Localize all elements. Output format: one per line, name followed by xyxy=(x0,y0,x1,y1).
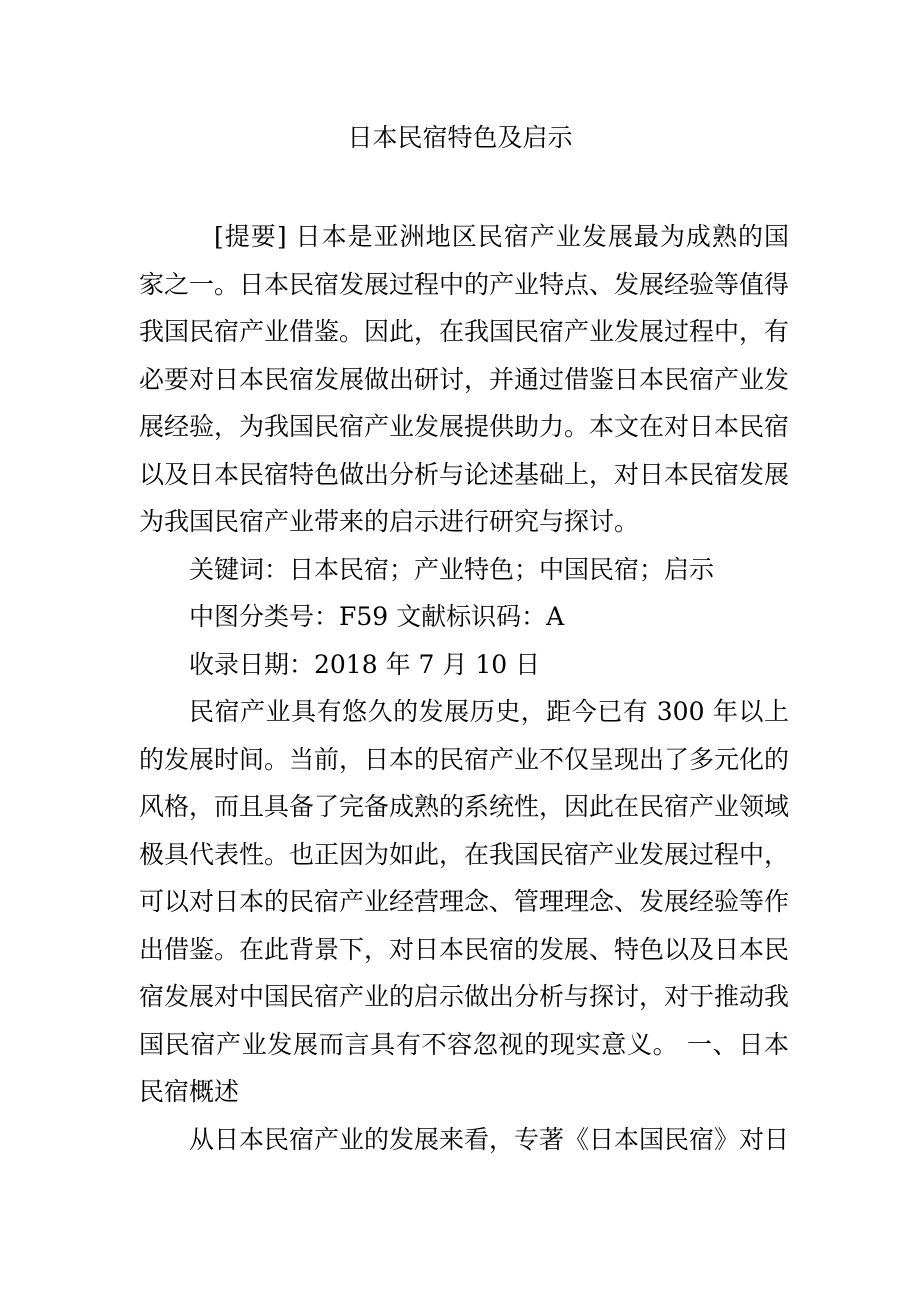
received-date-line: 收录日期：2018 年 7 月 10 日 xyxy=(189,649,541,679)
keywords-line: 关键词：日本民宿；产业特色；中国民宿；启示 xyxy=(189,554,715,584)
abstract-paragraph: [提要] 日本是亚洲地区民宿产业发展最为成熟的国家之一。日本民宿发展过程中的产业特点、发展经验等值得我国民宿产业借鉴。因此，在我国民宿产业发展过程中，有必要对日本民宿发展做出研讨，并通过借鉴日本民宿产业发展经验，为我国民宿产业发展提供助力。本文在对日本民宿以及日本民宿特色做出分析与论述基础上，对日本民宿发展为我国民宿产业带来的启示进行研究与探讨。 xyxy=(139,222,790,536)
document-title: 日本民宿特色及启示 xyxy=(347,123,573,152)
document-body xyxy=(139,213,789,1163)
section-paragraph: 从日本民宿产业的发展来看，专著《日本国民宿》对日 xyxy=(189,1124,790,1154)
intro-paragraph: 民宿产业具有悠久的发展历史，距今已有 300 年以上的发展时间。当前，日本的民宿产业不仅呈现出了多元化的风格，而且具备了完备成熟的系统性，因此在民宿产业领域极具代表性。也正因为如此，在我国民宿产业发展过程中，可以对日本的民宿产业经营理念、管理理念、发展经验等作出借鉴。在此背景下，对日本民宿的发展、特色以及日本民宿发展对中国民宿产业的启示做出分析与探讨，对于推动我国民宿产业发展而言具有不容忽视的现实意义。 一、日本民宿概述 xyxy=(139,697,790,1106)
classification-line: 中图分类号：F59 文献标识码：A xyxy=(189,602,565,631)
